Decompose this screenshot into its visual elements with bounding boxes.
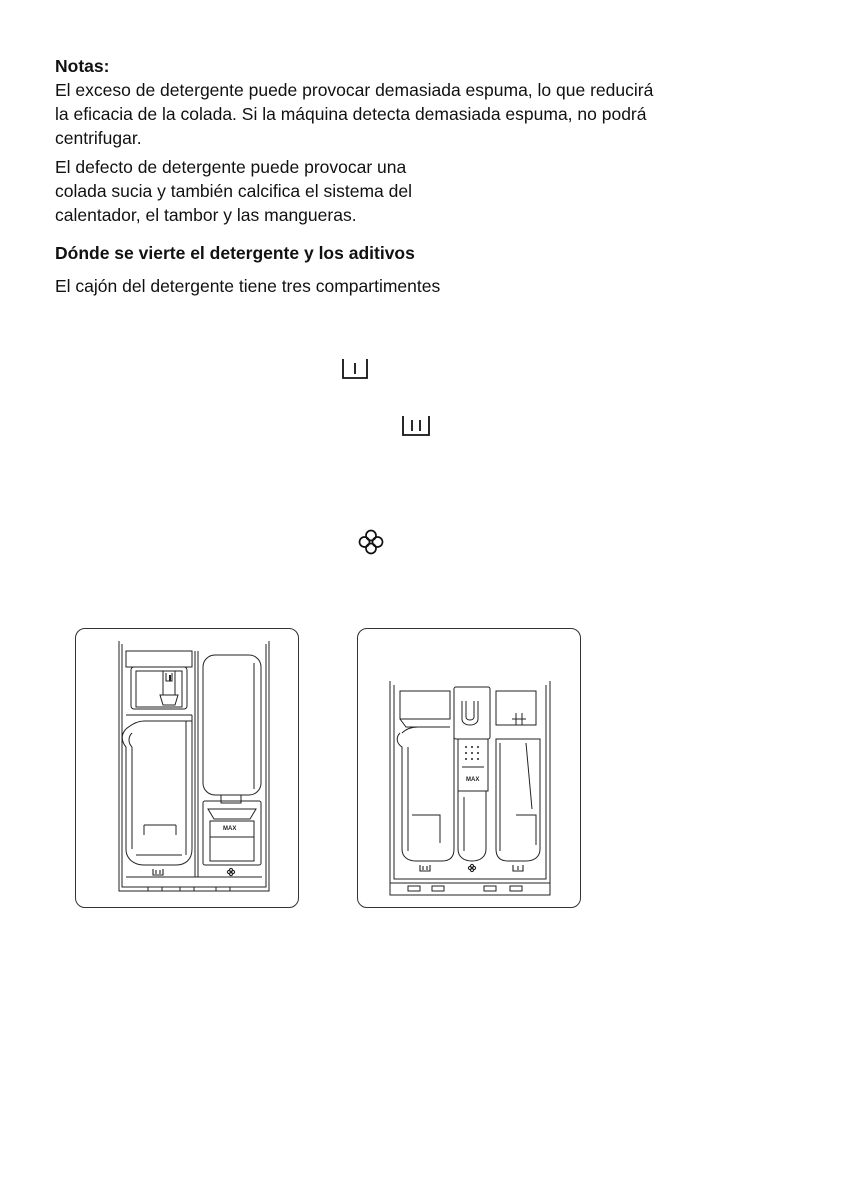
- note-line: la eficacia de la colada. Si la máquina detecta demasiada espuma, no podrá: [55, 104, 647, 124]
- detergent-drawer-illustration-right: [357, 628, 581, 908]
- softener-flower-icon: [357, 528, 385, 556]
- detergent-drawer-illustration-left: [75, 628, 299, 908]
- max-label: MAX: [223, 826, 237, 832]
- mainwash-compartment-icon: [400, 414, 432, 438]
- note-line: colada sucia y también calcifica el sistema del: [55, 181, 412, 201]
- prewash-compartment-icon: [340, 357, 370, 381]
- section-heading: Dónde se vierte el detergente y los aditivos: [55, 243, 415, 263]
- drawer-drawing: [76, 629, 298, 907]
- note-line: centrifugar.: [55, 128, 142, 148]
- notes-title: Notas:: [55, 56, 110, 76]
- note-insufficient-detergent: [55, 155, 412, 227]
- note-excess-detergent: [55, 78, 653, 150]
- section-intro: El cajón del detergente tiene tres compartimentes: [55, 276, 441, 296]
- drawer-drawing: [358, 629, 580, 907]
- max-label: MAX: [466, 777, 480, 783]
- note-line: El defecto de detergente puede provocar una: [55, 157, 407, 177]
- note-line: El exceso de detergente puede provocar demasiada espuma, lo que reducirá: [55, 80, 654, 100]
- note-line: calentador, el tambor y las mangueras.: [55, 205, 357, 225]
